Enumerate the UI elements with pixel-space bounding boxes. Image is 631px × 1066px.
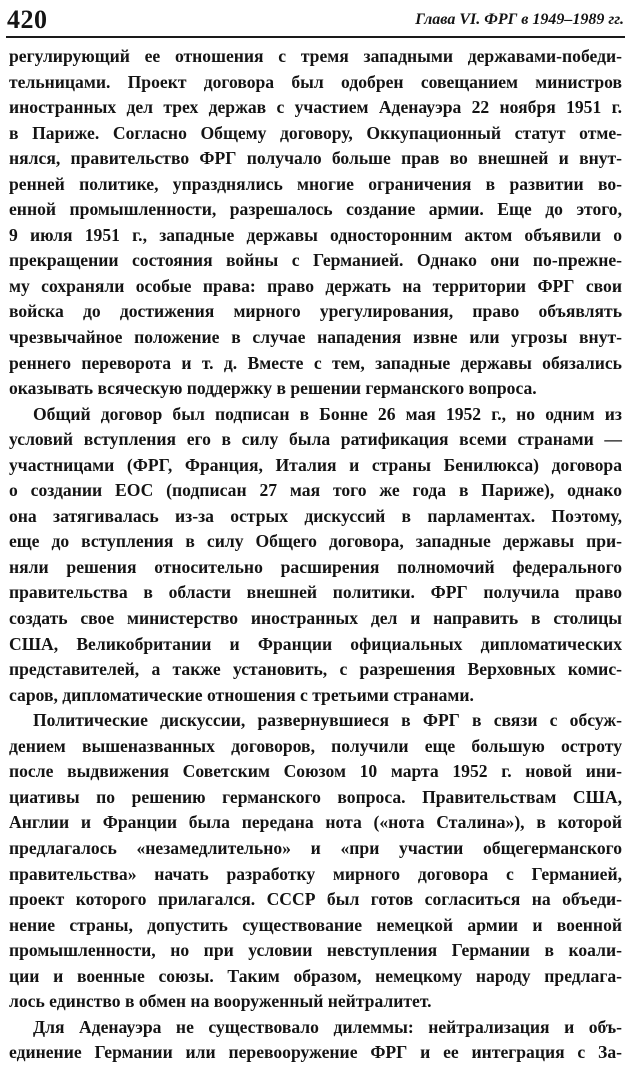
text-line: еще до вступления в силу Общего договора, западные державы при- — [9, 531, 622, 552]
text-line: проект которого прилагался. СССР был готов согласиться на объеди- — [9, 889, 622, 910]
text-line: правительства» начать разработку мирного договора с Германией, — [9, 863, 622, 884]
text-line: США, Великобритании и Франции официальных дипломатических — [9, 633, 622, 654]
text-line: после выдвижения Советским Союзом 10 марта 1952 г. новой ини- — [9, 761, 622, 782]
text-line: Общий договор был подписан в Бонне 26 мая 1952 г., но одним из — [33, 403, 622, 424]
text-line: лось единство в обмен на вооруженный нейтралитет. — [9, 991, 432, 1012]
header-rule — [6, 36, 625, 38]
text-line: войска до достижения мирного урегулирования, право объявлять — [9, 301, 622, 322]
text-line: циативы по решению германского вопроса. Правительствам США, — [9, 786, 622, 807]
text-line: Для Аденауэра не существовало дилеммы: нейтрализация и объ- — [33, 1016, 622, 1037]
body-text — [9, 44, 622, 1066]
text-line: нялся, правительство ФРГ получало больше прав во внешней и внут- — [9, 148, 622, 169]
text-line: участницами (ФРГ, Франция, Италия и страны Бенилюкса) договора — [9, 454, 622, 475]
text-line: она затягивалась из-за острых дискуссий в парламентах. Поэтому, — [9, 505, 622, 526]
text-line: ции и военные союзы. Таким образом, немецкому народу предлага- — [9, 965, 622, 986]
text-line: условий вступления его в силу была ратификация всеми странами — — [9, 429, 622, 450]
text-line: о создании ЕОС (подписан 27 мая того же года в Париже), однако — [9, 480, 622, 501]
text-line: тельницами. Проект договора был одобрен совещанием министров — [9, 71, 622, 92]
text-line: предлагалось «незамедлительно» и «при участии общегерманского — [9, 837, 622, 858]
text-line: правительства в области внешней политики. ФРГ получила право — [9, 582, 622, 603]
text-line: реннего переворота и т. д. Вместе с тем, западные державы обязались — [9, 352, 622, 373]
text-line: дением вышеназванных договоров, получили еще большую остроту — [9, 735, 622, 756]
text-line: му сохраняли особые права: право держать на территории ФРГ свои — [9, 275, 622, 296]
page-number: 420 — [7, 5, 48, 34]
text-line: няли решения относительно расширения полномочий федерального — [9, 556, 622, 577]
text-line: 9 июля 1951 г., западные державы односторонним актом объявили о — [9, 224, 622, 245]
text-line: чрезвычайное положение в случае нападения извне или угрозы внут- — [9, 327, 622, 348]
text-line: саров, дипломатические отношения с третьими странами. — [9, 684, 474, 705]
text-line: прекращении состояния войны с Германией. Однако они по-прежне- — [9, 250, 622, 271]
text-line: оказывать всяческую поддержку в решении германского вопроса. — [9, 378, 537, 399]
text-line: представителей, а также установить, с разрешения Верховных комис- — [9, 659, 622, 680]
text-line: создать свое министерство иностранных дел и направить в столицы — [9, 608, 622, 629]
text-line: промышленности, но при условии невступления Германии в коали- — [9, 940, 622, 961]
text-line: нение страны, допустить существование немецкой армии и военной — [9, 914, 622, 935]
page-header — [7, 0, 624, 34]
text-line: регулирующий ее отношения с тремя западными державами-победи- — [9, 46, 622, 66]
text-line: енной промышленности, разрешалось создание армии. Еще до этого, — [9, 199, 622, 220]
text-line: Политические дискуссии, развернувшиеся в ФРГ в связи с обсуж- — [33, 710, 622, 731]
text-line: единение Германии или перевооружение ФРГ и ее интеграция с За- — [9, 1042, 622, 1063]
text-line: иностранных дел трех держав с участием Аденауэра 22 ноября 1951 г. — [9, 97, 622, 118]
text-line: Англии и Франции была передана нота («нота Сталина»), в которой — [9, 812, 622, 833]
text-line: в Париже. Согласно Общему договору, Оккупационный статут отме- — [9, 122, 622, 143]
text-line: ренней политике, упразднялись многие ограничения в развитии во- — [9, 173, 622, 194]
running-head: Глава VI. ФРГ в 1949–1989 гг. — [415, 11, 624, 28]
